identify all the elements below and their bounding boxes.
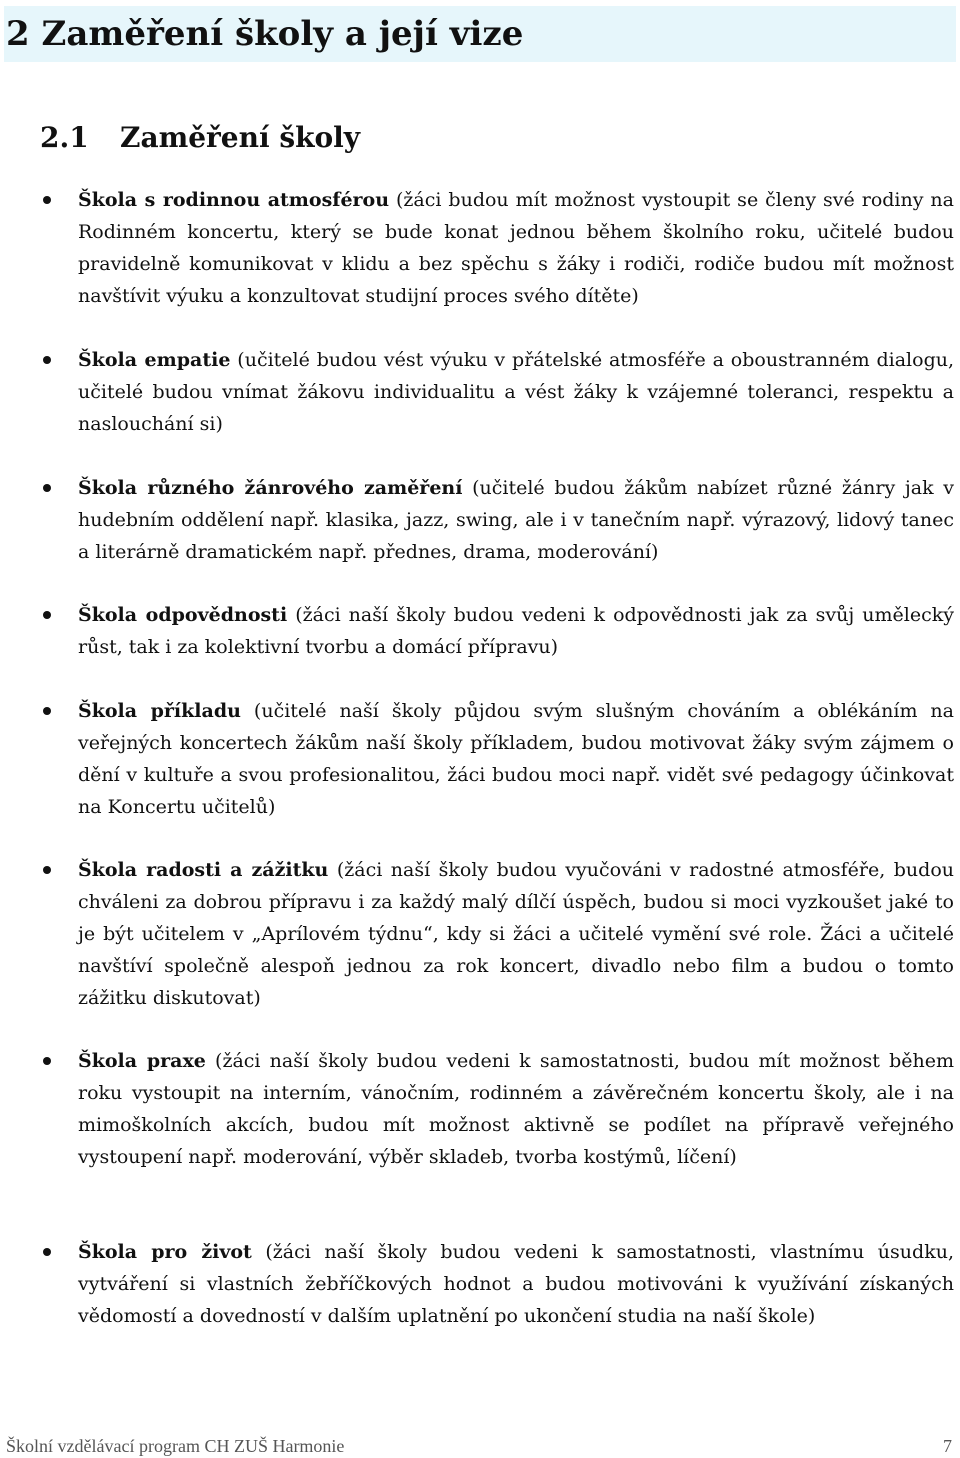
- item-text: (žáci naší školy budou vedeni k odpovědnosti jak za svůj umělecký růst, tak i za kolektivní tvorbu a domácí přípravu): [78, 604, 954, 658]
- bullet-icon: [43, 356, 51, 364]
- item-title: Škola pro život: [78, 1241, 252, 1263]
- item-title: Škola příkladu: [78, 700, 241, 722]
- section-heading: [40, 118, 360, 158]
- item-title: Škola s rodinnou atmosférou: [78, 189, 390, 211]
- bullet-icon: [43, 196, 51, 204]
- item-text: (žáci naší školy budou vedeni k samostatnosti, budou mít možnost během roku vystoupit na interním, vánočním, rodinném a závěrečném koncertu školy, ale i na mimoškolních akcích, budou mít možnost aktivně se podílet na přípravě veřejného vystoupení např. moderování, výběr skladeb, tvorba kostýmů, líčení): [78, 1050, 954, 1168]
- item-text: (učitelé budou vést výuku v přátelské atmosféře a oboustranném dialogu, učitelé budou vnímat žákovu individualitu a vést žáky k vzájemné toleranci, respektu a naslouchání si): [78, 349, 955, 435]
- item-text: (žáci budou mít možnost vystoupit se členy své rodiny na Rodinném koncertu, který se bude konat jednou během školního roku, učitelé budou pravidelně komunikovat v klidu a bez spěchu s žáky i rodiči, rodiče budou mít možnost navštívit výuku a konzultovat studijní proces svého dítěte): [78, 189, 954, 307]
- bullet-icon: [43, 707, 51, 715]
- footer-document-title: Školní vzdělávací program CH ZUŠ Harmonie: [6, 1436, 345, 1456]
- bullet-icon: [43, 611, 51, 619]
- item-title: Škola odpovědnosti: [78, 604, 288, 626]
- item-title: Škola různého žánrového zaměření: [78, 477, 463, 499]
- list-item-responsibility: [78, 599, 954, 663]
- list-item-empathy: [78, 344, 954, 440]
- bullet-icon: [43, 484, 51, 492]
- bullet-icon: [43, 1057, 51, 1065]
- item-text: (učitelé naší školy půjdou svým slušným chováním a oblékáním na veřejných koncertech žákům naší školy příkladem, budou motivovat žáky svým zájmem o dění v kultuře a svou profesionalitou, žáci budou moci např. vidět své pedagogy účinkovat na Koncertu učitelů): [78, 700, 954, 818]
- chapter-title: 2 Zaměření školy a její vize: [6, 14, 524, 54]
- section-number: 2.1: [40, 121, 89, 154]
- bullet-icon: [43, 1248, 51, 1256]
- item-title: Škola praxe: [78, 1050, 206, 1072]
- list-item-family: [78, 184, 954, 312]
- section-title: Zaměření školy: [120, 121, 361, 154]
- item-text: (žáci naší školy budou vyučováni v radostné atmosféře, budou chváleni za dobrou přípravu i za každý malý dílčí úspěch, budou si moci vyzkoušet jaké to je být učitelem v „Aprílovém týdnu“, kdy si žáci a učitelé vymění své role. Žáci a učitelé navštíví společně alespoň jednou za rok koncert, divadlo nebo film a budou o tomto zážitku diskutovat): [78, 859, 954, 1009]
- item-title: Škola empatie: [78, 349, 231, 371]
- list-item-life: [78, 1236, 954, 1332]
- footer-page-number: 7: [943, 1436, 952, 1456]
- list-item-example: [78, 695, 954, 823]
- item-text: (žáci naší školy budou vedeni k samostatnosti, vlastnímu úsudku, vytváření si vlastních žebříčkových hodnot a budou motivováni k využívání získaných vědomostí a dovedností v dalším uplatnění po ukončení studia na naší škole): [78, 1241, 954, 1327]
- item-text: (učitelé budou žákům nabízet různé žánry jak v hudebním oddělení např. klasika, jazz, swing, ale i v tanečním např. výrazový, lidový tanec a literárně dramatickém např. přednes, drama, moderování): [78, 477, 954, 563]
- list-item-joy: [78, 854, 954, 1014]
- list-item-genres: [78, 472, 954, 568]
- bullet-icon: [43, 866, 51, 874]
- list-item-practice: [78, 1045, 954, 1173]
- item-title: Škola radosti a zážitku: [78, 859, 329, 881]
